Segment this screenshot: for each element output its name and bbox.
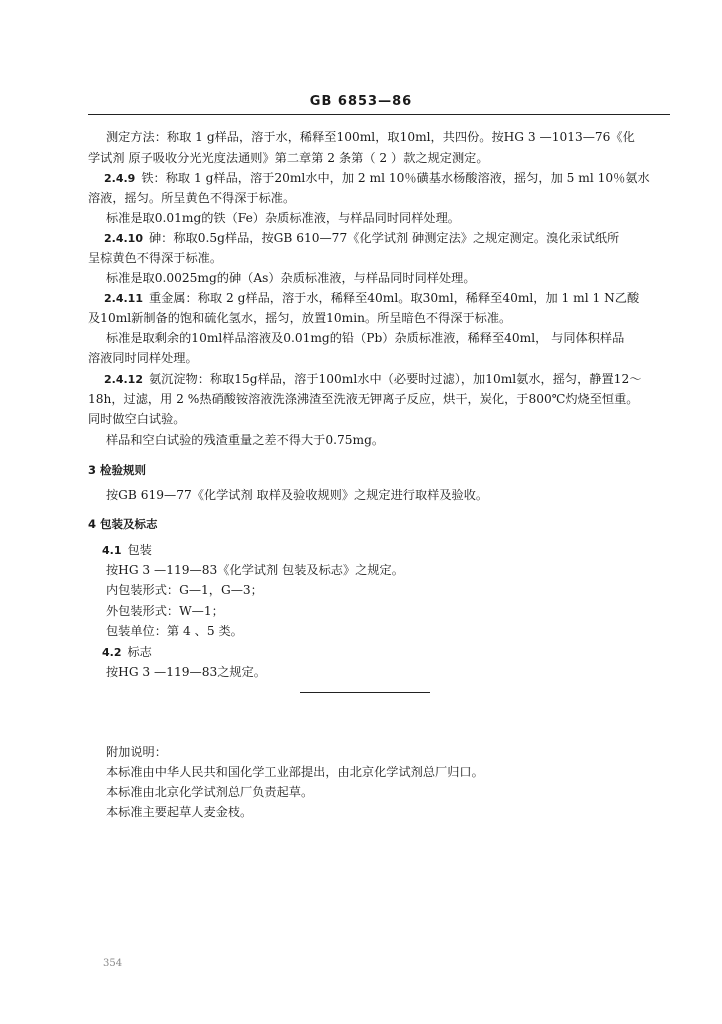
clause-2-4-9	[104, 170, 650, 187]
body-line: 包装单位：第 4 、5 类。	[106, 624, 243, 638]
clause-text: 砷：称取0.5g样品，按GB 610—77《化学试剂 砷测定法》之规定测定。溴化汞试纸所	[148, 231, 620, 245]
notes-line: 本标准由北京化学试剂总厂负责起草。	[106, 785, 314, 799]
notes-title: 附加说明：	[106, 745, 167, 759]
section-4-title: 4 包装及标志	[88, 517, 158, 531]
subsection-4-1	[102, 542, 152, 559]
body-line: 呈棕黄色不得深于标准。	[88, 251, 223, 265]
subsection-title: 包装	[127, 543, 152, 557]
body-line: 标准是取0.01mg的铁（Fe）杂质标准液，与样品同时同样处理。	[106, 211, 460, 225]
body-line: 同时做空白试验。	[88, 412, 186, 426]
clause-2-4-10	[104, 230, 619, 247]
clause-2-4-11	[104, 290, 639, 307]
clause-number: 2.4.12	[104, 373, 143, 386]
clause-text: 重金属：称取 2 g样品，溶于水，稀释至40ml。取30ml，稀释至40ml，加 1 ml 1 N乙酸	[148, 291, 640, 305]
section-3-title: 3 检验规则	[88, 463, 147, 477]
body-line: 按GB 619—77《化学试剂 取样及验收规则》之规定进行取样及验收。	[106, 488, 489, 502]
body-line: 外包装形式：W—1；	[106, 604, 224, 618]
subsection-4-2	[102, 644, 152, 661]
clause-2-4-12	[104, 371, 641, 388]
end-of-text-rule	[300, 692, 430, 693]
body-line: 样品和空白试验的残渣重量之差不得大于0.75mg。	[106, 433, 385, 447]
body-line: 按HG 3 —119—83《化学试剂 包装及标志》之规定。	[106, 563, 404, 577]
body-line: 溶液同时同样处理。	[88, 351, 198, 365]
body-line: 内包装形式：G—1，G—3；	[106, 583, 263, 597]
header-rule	[88, 114, 670, 115]
body-line: 按HG 3 —119—83之规定。	[106, 665, 266, 679]
body-line: 测定方法：称取 1 g样品，溶于水，稀释至100ml，取10ml，共四份。按HG 3 —1013—76《化	[106, 130, 635, 144]
subsection-number: 4.2	[102, 646, 122, 659]
subsection-title: 标志	[127, 645, 152, 659]
body-line: 标准是取剩余的10ml样品溶液及0.01mg的铅（Pb）杂质标准液，稀释至40ml， 与同体积样品	[106, 331, 625, 345]
body-line: 标准是取0.0025mg的砷（As）杂质标准液，与样品同时同样处理。	[106, 271, 476, 285]
body-line: 溶液，摇匀。所呈黄色不得深于标准。	[88, 191, 296, 205]
body-line: 学试剂 原子吸收分光光度法通则》第二章第 2 条第（ 2 ）款之规定测定。	[88, 151, 489, 165]
body-line: 18h，过滤，用 2 %热硝酸铵溶液洗涤沸渣至洗液无钾离子反应，烘干，炭化，于800℃灼烧至恒重。	[88, 392, 639, 406]
clause-number: 2.4.11	[104, 292, 143, 305]
clause-number: 2.4.10	[104, 232, 143, 245]
notes-line: 本标准由中华人民共和国化学工业部提出，由北京化学试剂总厂归口。	[106, 765, 484, 779]
clause-text: 铁：称取 1 g样品，溶于20ml水中，加 2 ml 10％磺基水杨酸溶液，摇匀，加 5 ml 10％氨水	[141, 171, 650, 185]
clause-text: 氨沉淀物：称取15g样品，溶于100ml水中（必要时过滤），加10ml氨水，摇匀，静置12～	[148, 372, 642, 386]
notes-line: 本标准主要起草人麦金枝。	[106, 805, 253, 819]
clause-number: 2.4.9	[104, 172, 136, 185]
page-header-standard-number: GB 6853—86	[309, 94, 413, 109]
page-number: 354	[103, 958, 123, 969]
body-line: 及10ml新制备的饱和硫化氢水，摇匀，放置10min。所呈暗色不得深于标准。	[88, 311, 512, 325]
subsection-number: 4.1	[102, 544, 122, 557]
